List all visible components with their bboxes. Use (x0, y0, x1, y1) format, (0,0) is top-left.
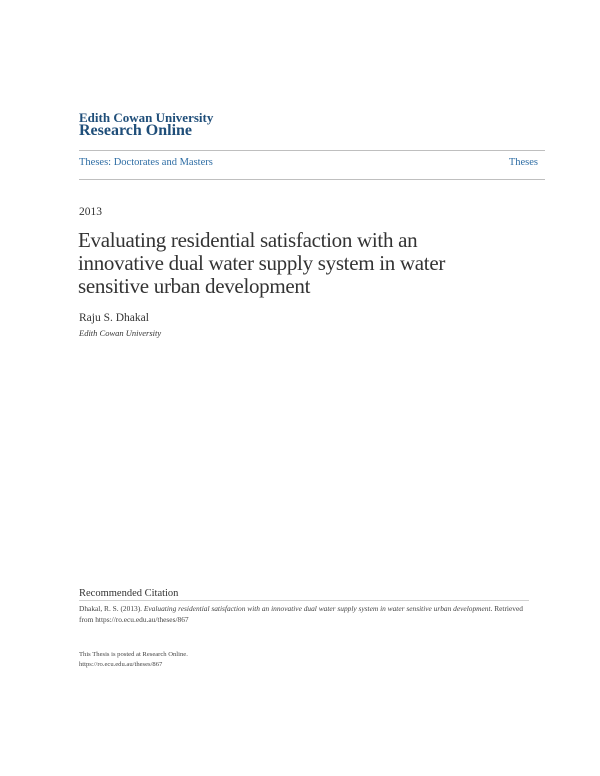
document-title: Evaluating residential satisfaction with an innovative dual water supply system in water sensitive urban development (78, 228, 446, 298)
posted-url[interactable]: https://ro.ecu.edu.au/theses/867 (79, 661, 163, 668)
repository-title[interactable]: Research Online (79, 122, 193, 139)
posted-notice (79, 650, 188, 670)
repository-name: Edith Cowan University (79, 110, 214, 125)
collection-link[interactable]: Theses: Doctorates and Masters (79, 157, 213, 168)
citation-prefix: Dhakal, R. S. (2013). (79, 604, 144, 613)
header-divider-top (79, 150, 545, 151)
citation-text (79, 603, 539, 625)
posted-line: This Thesis is posted at Research Online. (79, 651, 188, 658)
theses-link[interactable]: Theses (508, 157, 538, 168)
author-name: Raju S. Dhakal (79, 312, 149, 324)
author-affiliation: Edith Cowan University (79, 328, 162, 338)
citation-suffix[interactable]: . Retrieved from https://ro.ecu.edu.au/theses/867 (79, 604, 523, 624)
publication-year: 2013 (79, 206, 102, 218)
citation-divider (79, 600, 529, 601)
citation-title: Evaluating residential satisfaction with an innovative dual water supply system in water sensitive urban development (143, 604, 491, 613)
header-divider-bottom (79, 179, 545, 180)
citation-heading: Recommended Citation (79, 588, 179, 599)
